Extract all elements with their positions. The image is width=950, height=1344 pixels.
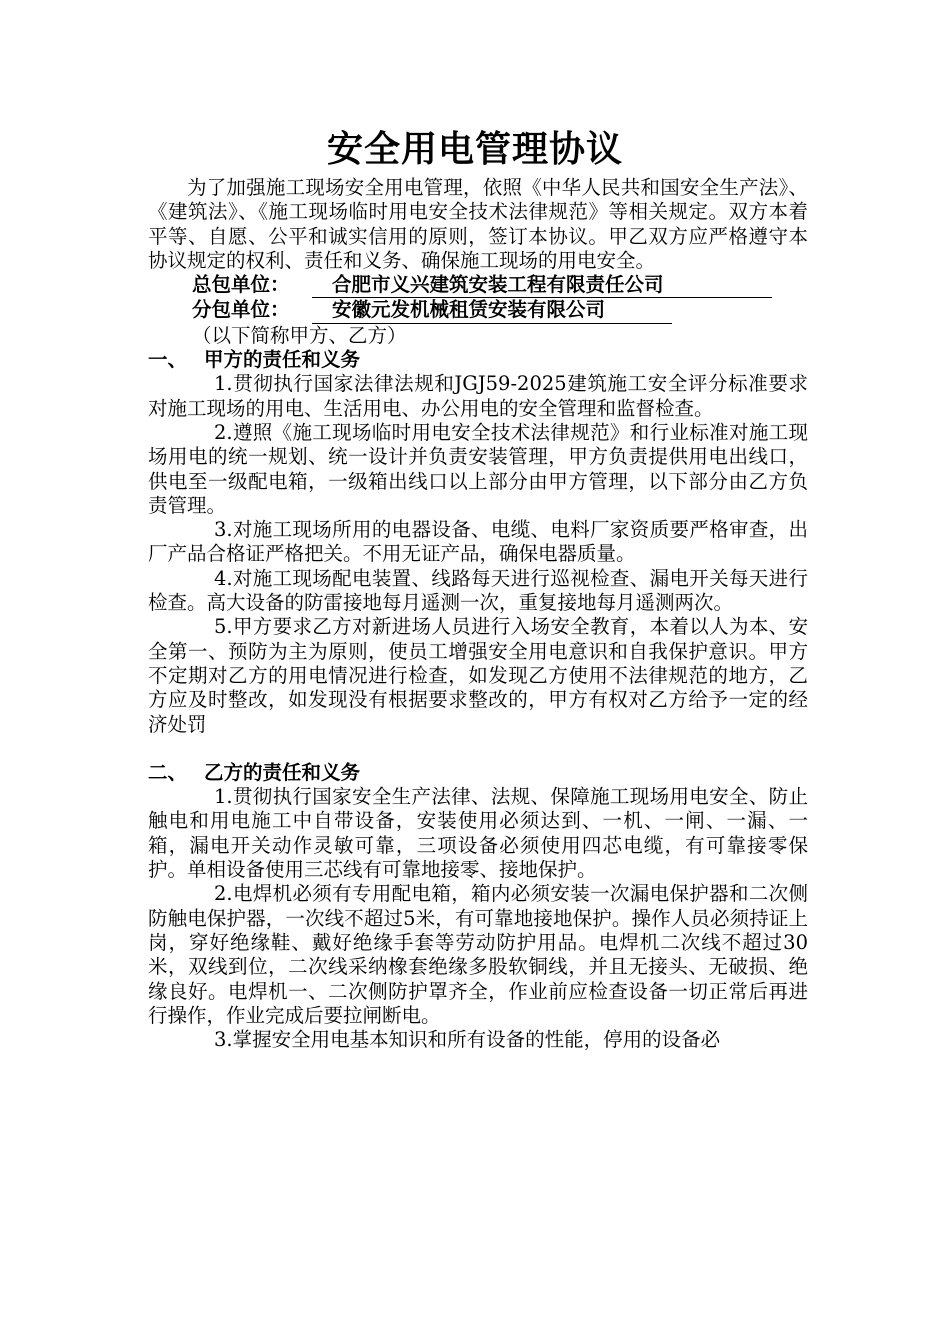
parties-note: （以下简称甲方、乙方） [192,323,407,347]
section-spacer [148,737,808,761]
general-contractor-label: 总包单位： [192,273,290,297]
subcontractor-value: 安徽元发机械租赁安装有限公司 [312,298,672,323]
section1-item: 2.遵照《施工现场临时用电安全技术法律规范》和行业标准对施工现场用电的统一规划、统一设计并负责安装管理，甲方负责提供用电出线口，供电至一级配电箱，一级箱出线口以上部分由甲方管理，以下部分由乙方负责管理。 [148,420,808,517]
section1-item: 5.甲方要求乙方对新进场人员进行入场安全教育，本着以人为本、安全第一、预防为主为原则，使员工增强安全用电意识和自我保护意识。甲方不定期对乙方的用电情况进行检查，如发现乙方使用不法律规范的地方，乙方应及时整改，如发现没有根据要求整改的，甲方有权对乙方给予一定的经济处罚 [148,615,808,736]
section1-item: 1.贯彻执行国家法律法规和JGJ59-2025建筑施工安全评分标准要求对施工现场的用电、生活用电、办公用电的安全管理和监督检查。 [148,372,808,420]
section-number: 一、 [148,348,188,372]
section1-item: 4.对施工现场配电装置、线路每天进行巡视检查、漏电开关每天进行检查。高大设备的防雷接地每月遥测一次，重复接地每月遥测两次。 [148,566,808,615]
section-number: 二、 [148,760,188,784]
section-heading-party-a [148,348,808,372]
intro-paragraph: 为了加强施工现场安全用电管理，依照《中华人民共和国安全生产法》、《建筑法》、《施工现场临时用电安全技术法律规范》等相关规定。双方本着平等、自愿、公平和诚实信用的原则，签订本协议。甲乙双方应严格遵守本协议规定的权利、责任和义务、确保施工现场的用电安全。 [148,176,808,272]
section-heading-party-b [148,761,808,785]
section-title: 乙方的责任和义务 [204,760,361,784]
general-contractor-value: 合肥市义兴建筑安装工程有限责任公司 [312,273,772,298]
section-title: 甲方的责任和义务 [204,348,361,372]
document-body [148,176,808,1052]
section2-item: 2.电焊机必须有专用配电箱，箱内必须安装一次漏电保护器和二次侧防触电保护器，一次线不超过5米，有可靠地接地保护。操作人员必须持证上岗，穿好绝缘鞋、戴好绝缘手套等劳动防护用品。电焊机二次线不超过30米，双线到位，二次线采纳橡套绝缘多股软铜线，并且无接头、无破损、绝缘良好。电焊机一、二次侧防护罩齐全，作业前应检查设备一切正常后再进行操作，作业完成后要拉闸断电。 [148,882,808,1027]
section2-item: 1.贯彻执行国家安全生产法律、法规、保障施工现场用电安全、防止触电和用电施工中自带设备，安装使用必须达到、一机、一闸、一漏、一箱，漏电开关动作灵敏可靠，三项设备必须使用四芯电缆，有可靠接零保护。单相设备使用三芯线有可靠地接零、接地保护。 [148,785,808,882]
subcontractor-line [148,298,808,323]
general-contractor-line [148,273,808,298]
section1-item: 3.对施工现场所用的电器设备、电缆、电料厂家资质要严格审查，出厂产品合格证严格把关。不用无证产品，确保电器质量。 [148,518,808,566]
document-title: 安全用电管理协议 [326,129,623,170]
section2-item: 3.掌握安全用电基本知识和所有设备的性能，停用的设备必 [214,1028,721,1052]
subcontractor-label: 分包单位： [192,298,290,322]
